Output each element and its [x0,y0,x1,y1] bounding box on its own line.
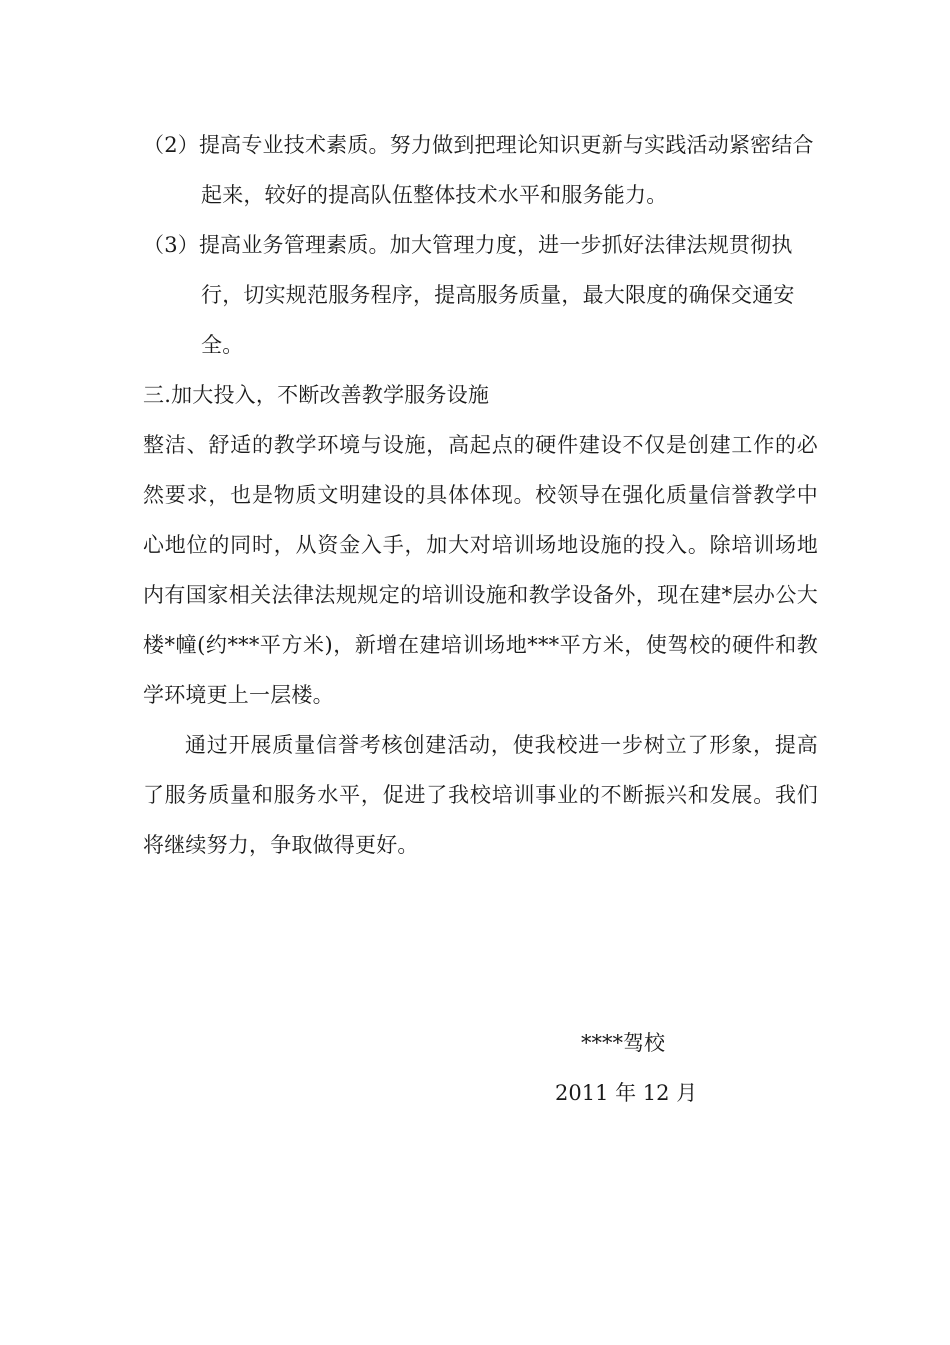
list-item-3: （3）提高业务管理素质。加大管理力度，进一步抓好法律法规贯彻执行，切实规范服务程序，提高服务质量，最大限度的确保交通安全。 [143,233,795,357]
document-body [143,120,818,870]
signature-date: 2011 年 12 月 [555,1081,698,1105]
signature-block [555,1018,755,1118]
section-paragraph: 整洁、舒适的教学环境与设施，高起点的硬件建设不仅是创建工作的必然要求，也是物质文明建设的具体体现。校领导在强化质量信誉教学中心地位的同时，从资金入手，加大对培训场地设施的投入。除培训场地内有国家相关法律法规规定的培训设施和教学设备外，现在建*层办公大楼*幢(约***平方米)，新增在建培训场地***平方米，使驾校的硬件和教学环境更上一层楼。 [143,433,818,707]
list-item-2: （2）提高专业技术素质。努力做到把理论知识更新与实践活动紧密结合起来，较好的提高队伍整体技术水平和服务能力。 [143,133,814,207]
signature-organization: ****驾校 [581,1031,665,1055]
section-heading: 三.加大投入，不断改善教学服务设施 [143,383,490,407]
closing-paragraph: 通过开展质量信誉考核创建活动，使我校进一步树立了形象，提高了服务质量和服务水平，促进了我校培训事业的不断振兴和发展。我们将继续努力，争取做得更好。 [143,733,818,857]
